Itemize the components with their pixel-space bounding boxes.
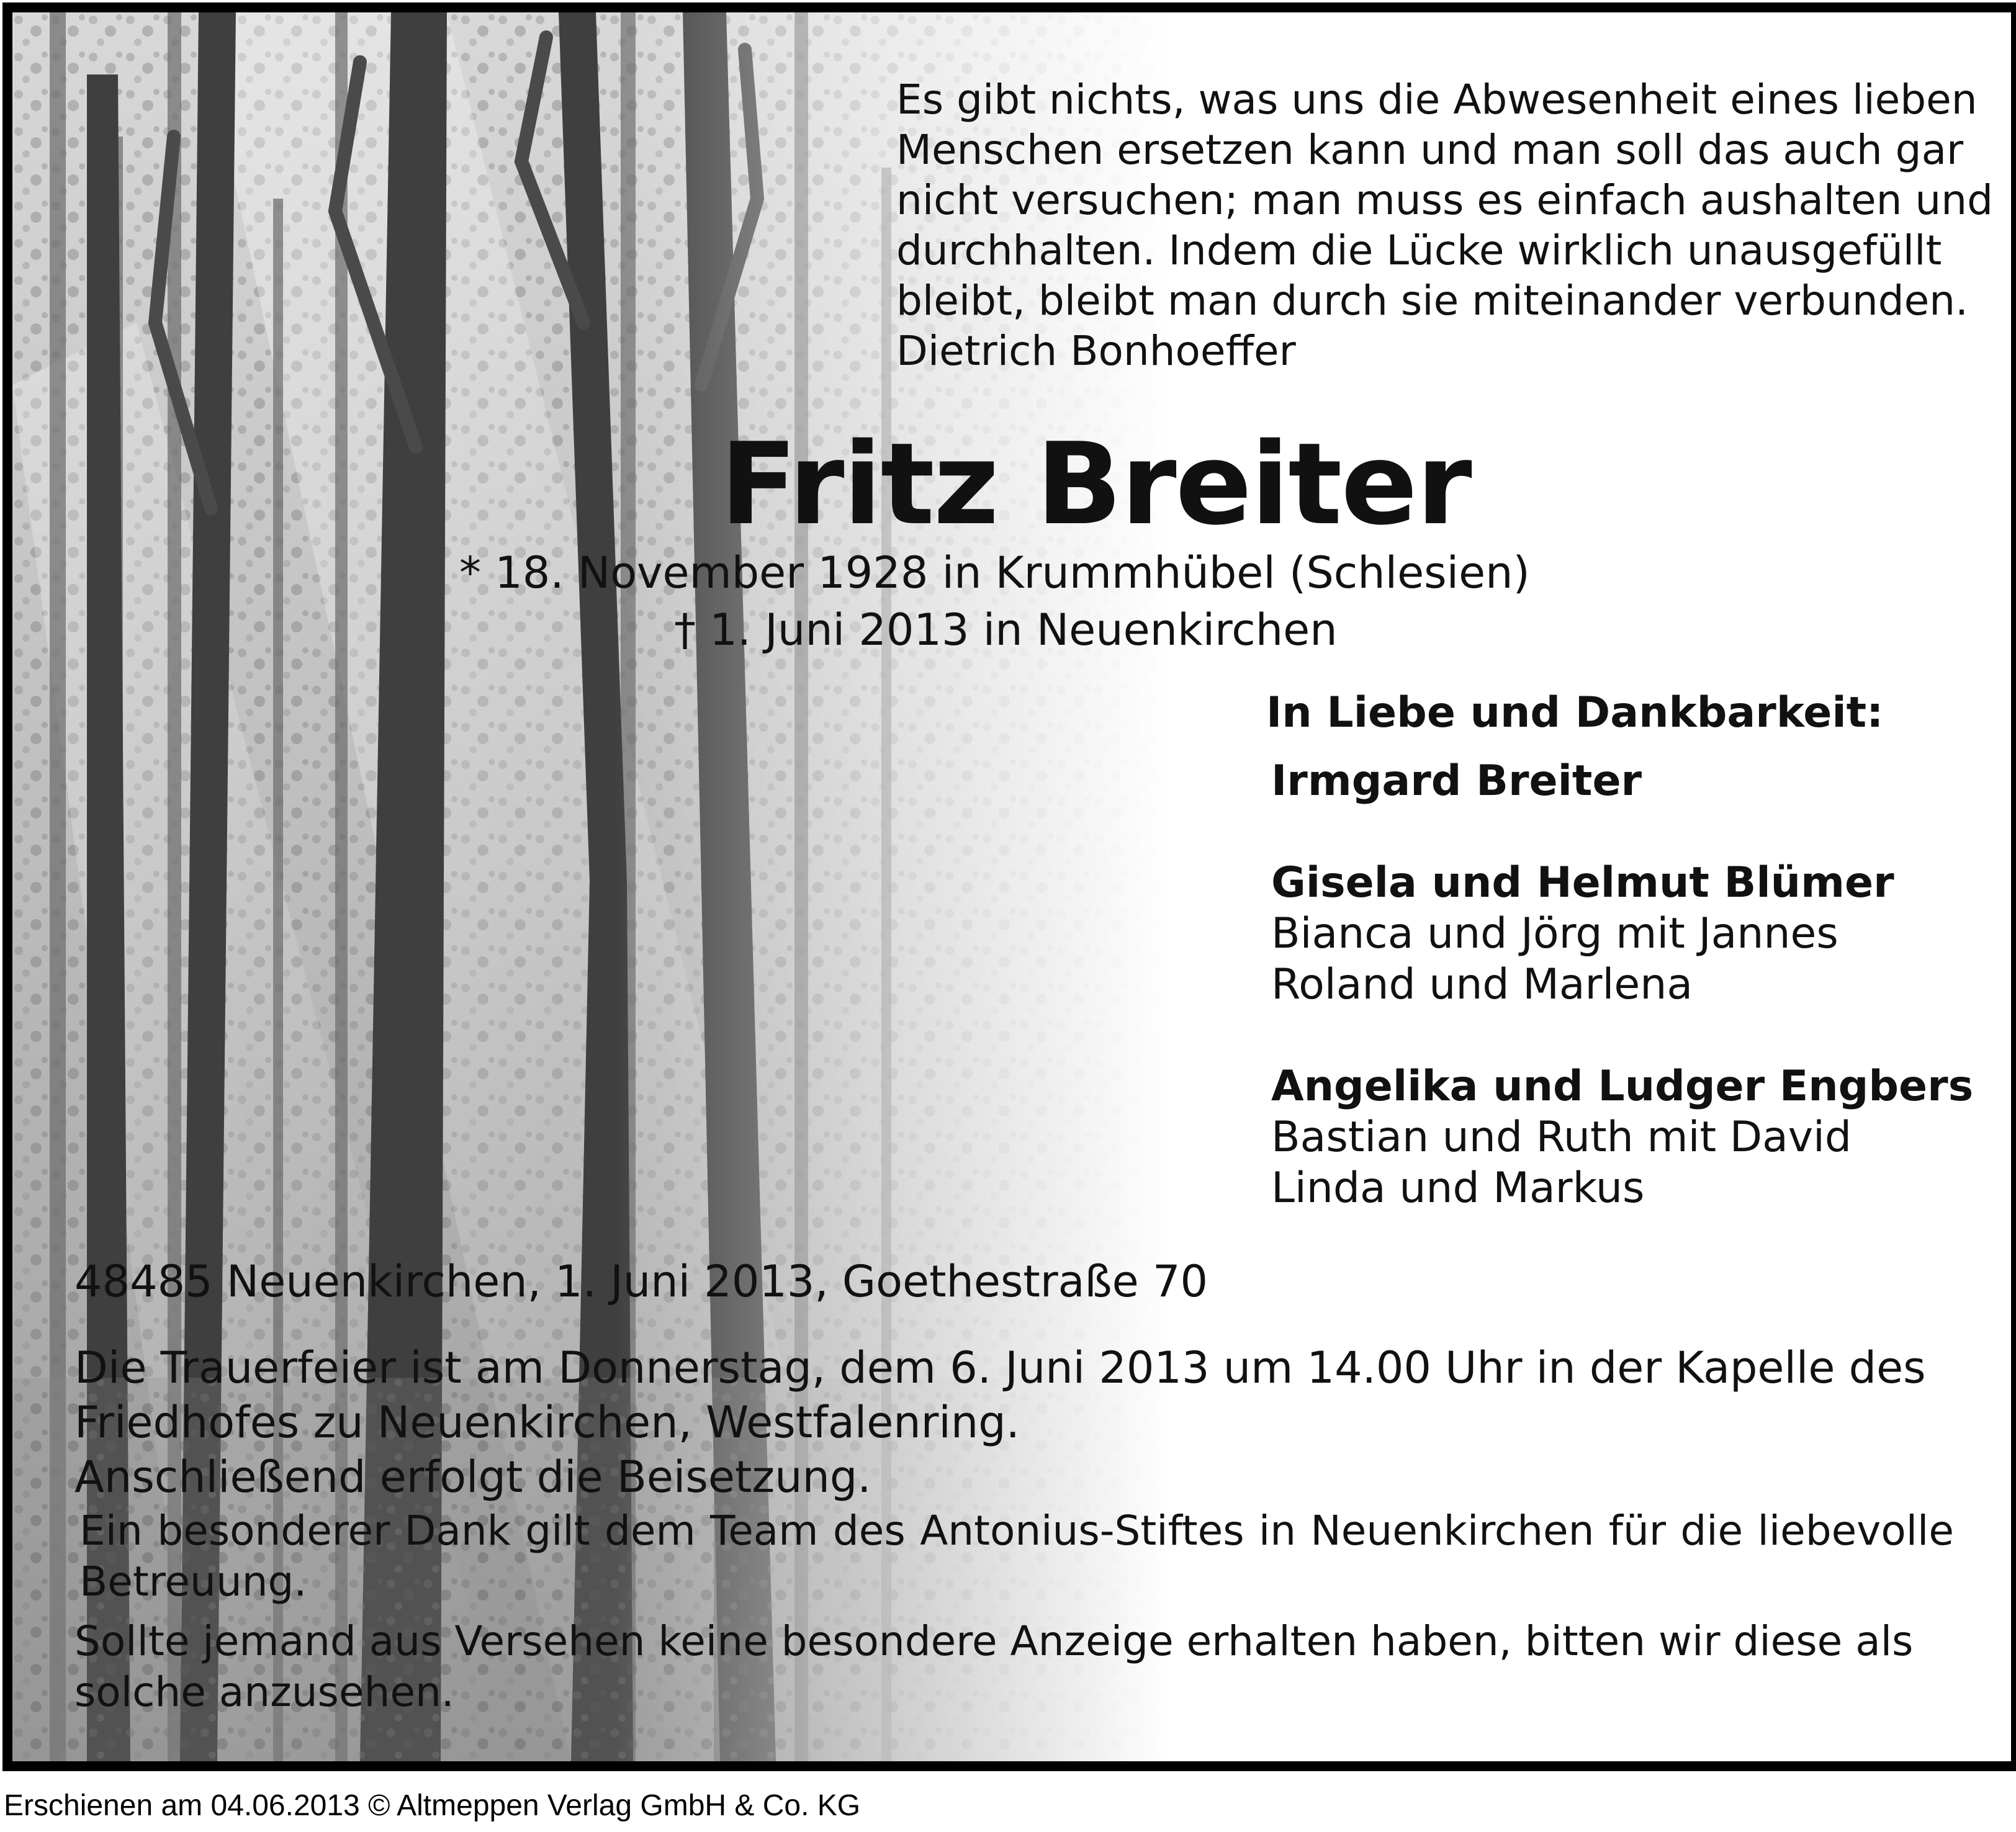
mourner-name: Roland und Marlena — [1271, 960, 1693, 1009]
bonhoeffer-quote — [896, 74, 1993, 376]
quote-line: nicht versuchen; man muss es einfach aushalten und — [896, 176, 1993, 224]
mourner-name: Linda und Markus — [1271, 1164, 1645, 1213]
notice-text — [74, 1616, 1913, 1718]
funeral-line: Friedhofes zu Neuenkirchen, Westfalenring. — [74, 1397, 1020, 1448]
mourner-name: Bianca und Jörg mit Jannes — [1271, 909, 1838, 958]
notice-line: solche anzusehen. — [74, 1668, 454, 1716]
deceased-name: Fritz Breiter — [720, 418, 1471, 550]
quote-line: Menschen ersetzen kann und man soll das auch gar — [896, 126, 1964, 174]
address-line: 48485 Neuenkirchen, 1. Juni 2013, Goethestraße 70 — [74, 1256, 1208, 1307]
mourners-heading: In Liebe und Dankbarkeit: — [1266, 688, 1884, 737]
notice-line: Sollte jemand aus Versehen keine besondere Anzeige erhalten haben, bitten wir diese als — [74, 1617, 1914, 1665]
funeral-info — [74, 1340, 1926, 1504]
mourner-name: Bastian und Ruth mit David — [1271, 1113, 1852, 1162]
quote-author: Dietrich Bonhoeffer — [896, 327, 1296, 375]
mourner-name: Irmgard Breiter — [1271, 757, 1642, 806]
mourners-list — [1266, 688, 1974, 1214]
spacer — [1271, 1010, 1973, 1061]
mourner-name: Angelika und Ludger Engbers — [1271, 1062, 1974, 1111]
quote-line: bleibt, bleibt man durch sie miteinander verbunden. — [896, 277, 1969, 325]
obituary-frame — [2, 2, 2016, 1771]
spacer — [1271, 807, 1973, 858]
mourner-name: Gisela und Helmut Blümer — [1271, 858, 1894, 907]
thanks-text: Ein besonderer Dank gilt dem Team des Antonius-Stiftes in Neuenkirchen für die liebevolle Betreuung. — [79, 1507, 1954, 1605]
funeral-line: Die Trauerfeier ist am Donnerstag, dem 6. Juni 2013 um 14.00 Uhr in der Kapelle des — [74, 1342, 1926, 1393]
quote-line: durchhalten. Indem die Lücke wirklich unausgefüllt — [896, 227, 1942, 274]
quote-line: Es gibt nichts, was uns die Abwesenheit eines lieben — [896, 76, 1978, 123]
birth-date-line: * 18. November 1928 in Krummhübel (Schlesien) — [459, 547, 1530, 598]
publication-footer: Erschienen am 04.06.2013 © Altmeppen Verlag GmbH & Co. KG — [4, 1789, 861, 1822]
funeral-line: Anschließend erfolgt die Beisetzung. — [74, 1452, 871, 1502]
death-date-line: † 1. Juni 2013 in Neuenkirchen — [674, 604, 1338, 655]
